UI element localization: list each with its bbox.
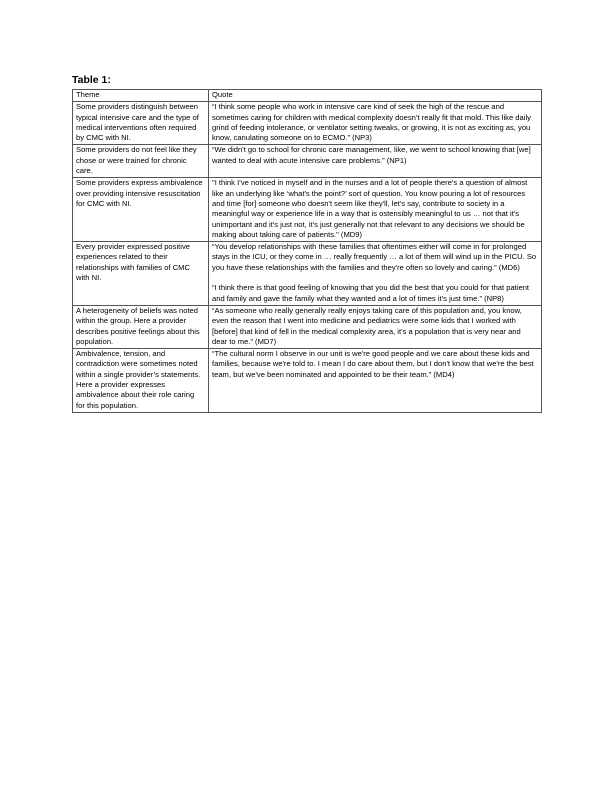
themes-quotes-table [72, 89, 542, 413]
theme-cell: Every provider expressed positive experiences related to their relationships with families of CMC with NI. [73, 242, 209, 306]
table-title: Table 1: [72, 74, 111, 86]
quote-cell [209, 349, 542, 413]
column-header-quote: Quote [209, 90, 542, 102]
theme-cell: Some providers distinguish between typical intensive care and the type of medical interventions often required by CMC with NI. [73, 102, 209, 145]
quote-cell [209, 305, 542, 348]
quote-text: “We didn't go to school for chronic care management, like, we went to school knowing that [we] wanted to deal with acute intensive care problems.” (NP1) [212, 145, 531, 165]
theme-cell: A heterogeneity of beliefs was noted within the group. Here a provider describes positive feelings about this population. [73, 305, 209, 348]
theme-cell: Some providers do not feel like they chose or were trained for chronic care. [73, 145, 209, 178]
theme-cell: Some providers express ambivalence over providing intensive resuscitation for CMC with NI. [73, 178, 209, 242]
quote-text: “I think some people who work in intensive care kind of seek the high of the rescue and sometimes caring for children with medical complexity doesn’t really fit that mold. This like daily grind of feeding intolerance, or ventilator setting tweaks, or growing, it is not as exciting as, you know, canulating someone on to ECMO.” (NP3) [212, 102, 531, 143]
quote-cell [209, 102, 542, 145]
quote-text: "I think I’ve noticed in myself and in the nurses and a lot of people there's a question of almost like an underlying like ‘what's the point?’ sort of question. You know pouring a lot of resources and time [for] someone who doesn't seem like they'll, let's say, contribute to society in a meaningful way or experience life in a way that is ostensibly meaningful to us … not that it's unimportant and it's just not, it's just generally not that relevant to any decisions we should be making about taking care of patients." (MD9) [212, 178, 528, 239]
quote-cell [209, 178, 542, 242]
quote-cell [209, 145, 542, 178]
table-row [73, 305, 542, 348]
column-header-theme: Theme [73, 90, 209, 102]
theme-cell: Ambivalence, tension, and contradiction were sometimes noted within a single provider’s statements. Here a provider expresses ambivalence about their role caring for this population. [73, 349, 209, 413]
table-row [73, 178, 542, 242]
quote-text: “You develop relationships with these families that oftentimes either will come in for prolonged stays in the ICU, or they come in … really frequently … a lot of them will wind up in the PICU. So you have these relationships with the families and they're often so lovely and caring.” (MD6) [212, 242, 537, 272]
quote-text: “As someone who really generally really enjoys taking care of this population and, you know, even the reason that I went into medicine and pediatrics were some kids that I worked with [before] that kind of fell in the medical complexity area, it's a population that is very near and dear to me.” (MD7) [212, 305, 522, 346]
table-row [73, 349, 542, 413]
quote-text: “I think there is that good feeling of knowing that you did the best that you could for that patient and family and gave the family what they wanted and a lot of times it’s just time.” (NP8) [212, 283, 530, 303]
table-row [73, 145, 542, 178]
table-row [73, 242, 542, 306]
table-row [73, 102, 542, 145]
quote-cell [209, 242, 542, 306]
quote-text: “The cultural norm I observe in our unit is we're good people and we care about these kids and families, because we're told to. I mean I do care about them, but I don't know that we're the best team, but we've been nominated and appointed to be their team.” (MD4) [212, 349, 534, 379]
table-header-row [73, 90, 542, 102]
